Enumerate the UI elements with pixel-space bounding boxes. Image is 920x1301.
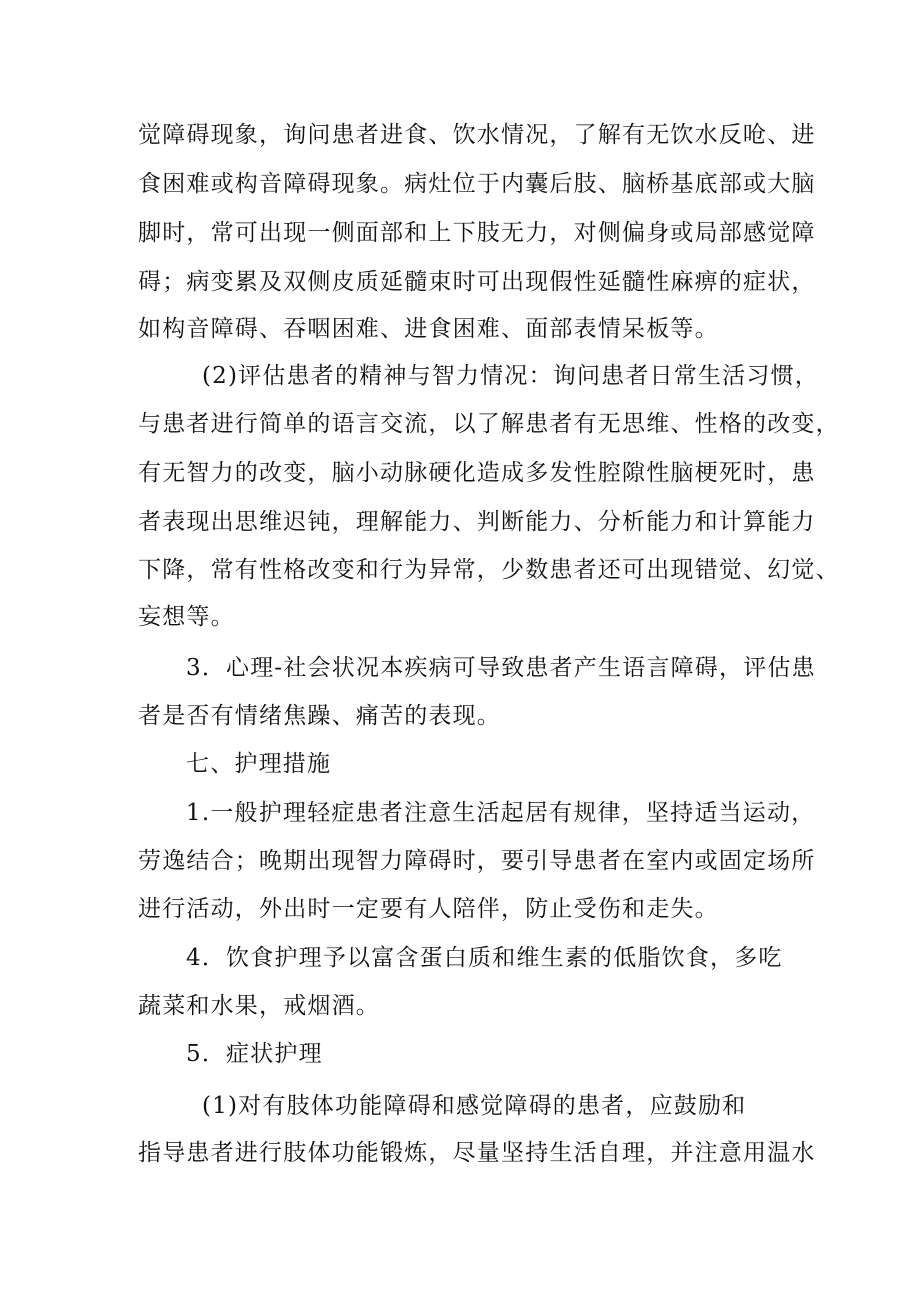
section-heading: 七、护理措施 — [186, 751, 332, 777]
text-line: 蔬菜和水果，戒烟酒。 — [138, 993, 380, 1019]
text-line: 指导患者进行肢体功能锻炼，尽量坚持生活自理，并注意用温水 — [138, 1140, 816, 1166]
text-line: 食困难或构音障碍现象。病灶位于内囊后肢、脑桥基底部或大脑 — [138, 171, 816, 197]
text-line: 与患者进行简单的语言交流，以了解患者有无思维、性格的改变， — [138, 411, 840, 437]
text-line: 4．饮食护理予以富含蛋白质和维生素的低脂饮食，多吃 — [186, 945, 783, 971]
text-line: 觉障碍现象，询问患者进食、饮水情况，了解有无饮水反呛、进 — [138, 122, 816, 148]
text-line: 3．心理-社会状况本疾病可导致患者产生语言障碍，评估患 — [186, 655, 816, 681]
text-line: 1.一般护理轻症患者注意生活起居有规律，坚持适当运动， — [186, 800, 816, 826]
text-line: 脚时，常可出现一侧面部和上下肢无力，对侧偏身或局部感觉障 — [138, 220, 816, 246]
text-line: 进行活动，外出时一定要有人陪伴，防止受伤和走失。 — [138, 896, 719, 922]
text-line: 者是否有情绪焦躁、痛苦的表现。 — [138, 703, 501, 729]
text-line: (1)对有肢体功能障碍和感觉障碍的患者，应鼓励和 — [202, 1093, 747, 1119]
text-line: 有无智力的改变，脑小动脉硬化造成多发性腔隙性脑梗死时，患 — [138, 460, 816, 486]
text-line: 妄想等。 — [138, 604, 235, 630]
text-line: 者表现出思维迟钝，理解能力、判断能力、分析能力和计算能力 — [138, 509, 816, 535]
text-line: 劳逸结合；晚期出现智力障碍时，要引导患者在室内或固定场所 — [138, 848, 816, 874]
text-line: 下降，常有性格改变和行为异常，少数患者还可出现错觉、幻觉、 — [138, 557, 840, 583]
text-line: 碍；病变累及双侧皮质延髓束时可出现假性延髓性麻痹的症状， — [138, 269, 816, 295]
text-line: 如构音障碍、吞咽困难、进食困难、面部表情呆板等。 — [138, 316, 719, 342]
text-line: 5．症状护理 — [186, 1041, 323, 1067]
text-line: (2)评估患者的精神与智力情况：询问患者日常生活习惯， — [202, 363, 819, 389]
